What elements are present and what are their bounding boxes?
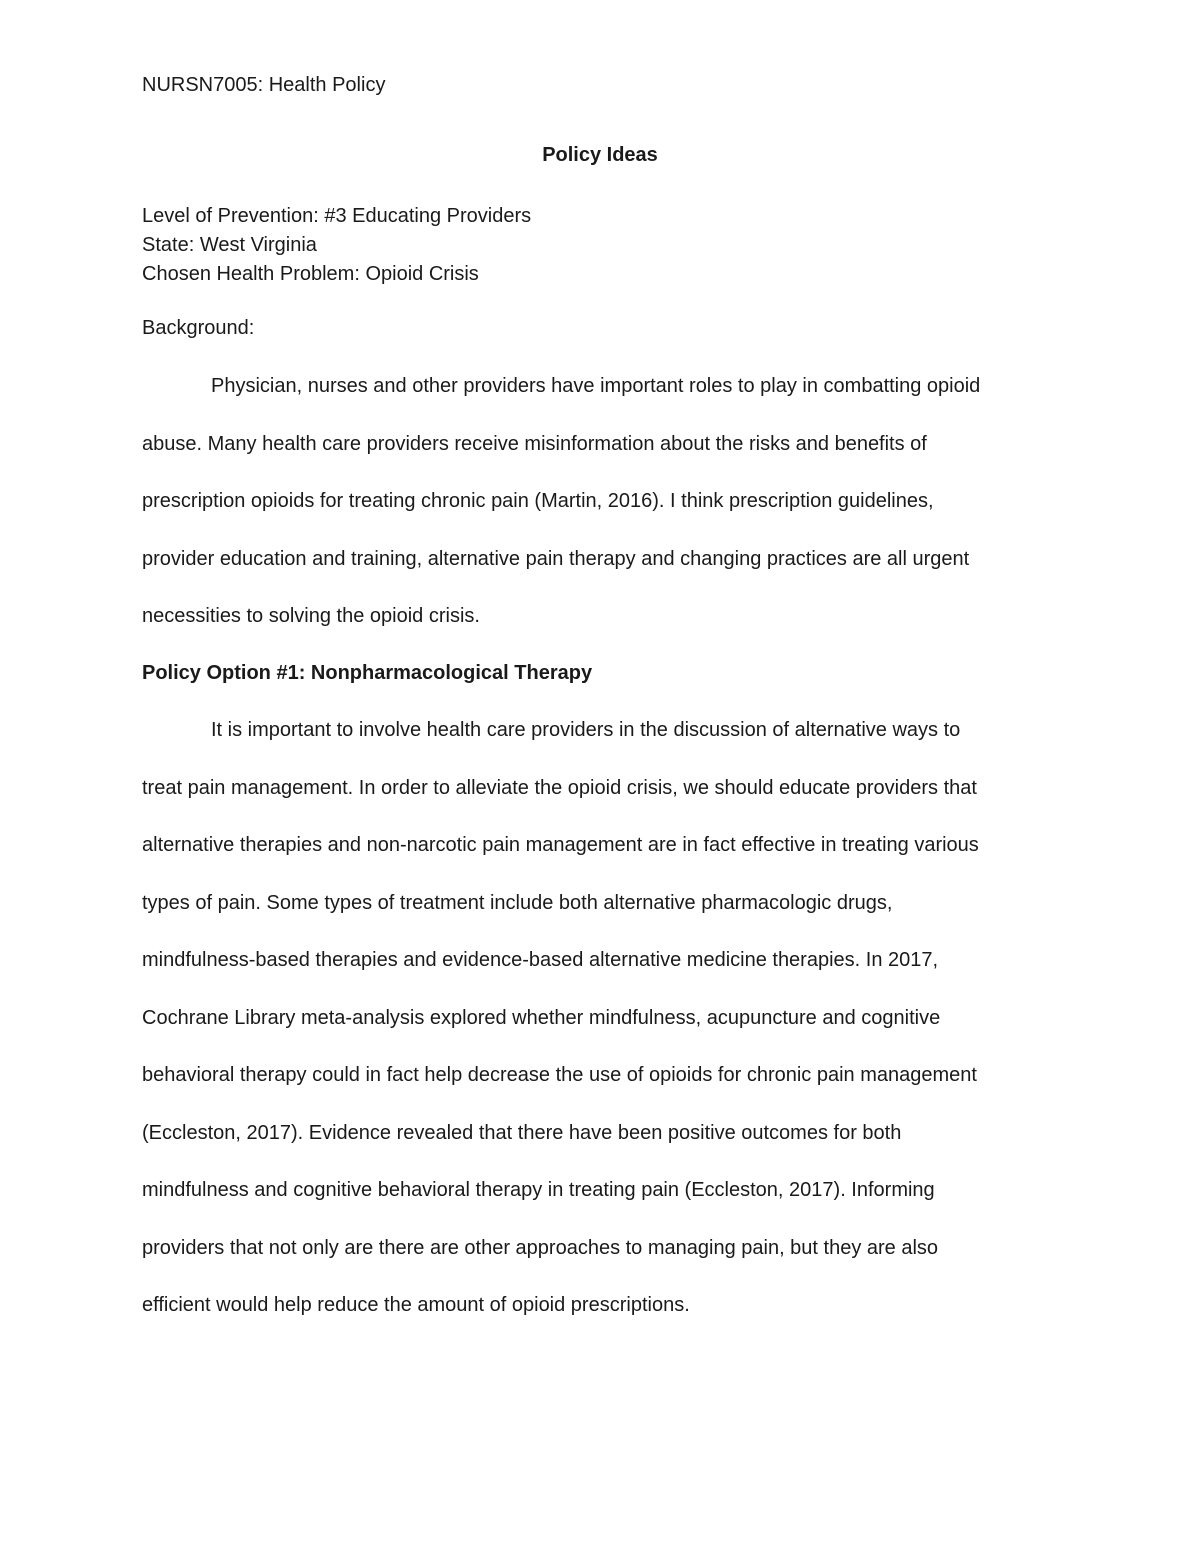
background-paragraph [142,358,1062,646]
policy-option-1-paragraph [142,702,1062,1335]
paragraph-line: It is important to involve health care providers in the discussion of alternative ways to [211,719,961,741]
page-title: Policy Ideas [542,144,658,166]
paragraph-line: provider education and training, alternative pain therapy and changing practices are all urgent [142,547,970,570]
paragraph-line: alternative therapies and non-narcotic pain management are in fact effective in treating various [142,834,979,856]
state-line: State: West Virginia [142,234,317,256]
health-problem-line: Chosen Health Problem: Opioid Crisis [142,263,479,285]
paragraph-line: types of pain. Some types of treatment include both alternative pharmacologic drugs, [142,891,893,914]
paragraph-line: prescription opioids for treating chronic pain (Martin, 2016). I think prescription guidelines, [142,490,934,512]
background-heading: Background: [142,317,255,339]
paragraph-line: providers that not only are there are other approaches to managing pain, but they are also [142,1236,939,1259]
paragraph-line: efficient would help reduce the amount of opioid prescriptions. [142,1294,690,1316]
prevention-level: Level of Prevention: #3 Educating Providers [142,205,532,227]
paragraph-line: treat pain management. In order to alleviate the opioid crisis, we should educate providers that [142,776,977,799]
paragraph-line: mindfulness-based therapies and evidence-based alternative medicine therapies. In 2017, [142,949,939,971]
paragraph-line: Physician, nurses and other providers have important roles to play in combatting opioid [211,375,981,397]
paragraph-line: (Eccleston, 2017). Evidence revealed that there have been positive outcomes for both [142,1121,902,1144]
paragraph-line: necessities to solving the opioid crisis. [142,605,480,627]
paragraph-line: mindfulness and cognitive behavioral therapy in treating pain (Eccleston, 2017). Informing [142,1179,935,1201]
course-header: NURSN7005: Health Policy [142,74,386,96]
paragraph-line: Cochrane Library meta-analysis explored whether mindfulness, acupuncture and cognitive [142,1006,941,1029]
paragraph-line: behavioral therapy could in fact help decrease the use of opioids for chronic pain management [142,1064,977,1086]
policy-option-1-heading: Policy Option #1: Nonpharmacological Therapy [142,662,593,684]
document-meta [142,202,531,289]
paragraph-line: abuse. Many health care providers receive misinformation about the risks and benefits of [142,432,927,455]
